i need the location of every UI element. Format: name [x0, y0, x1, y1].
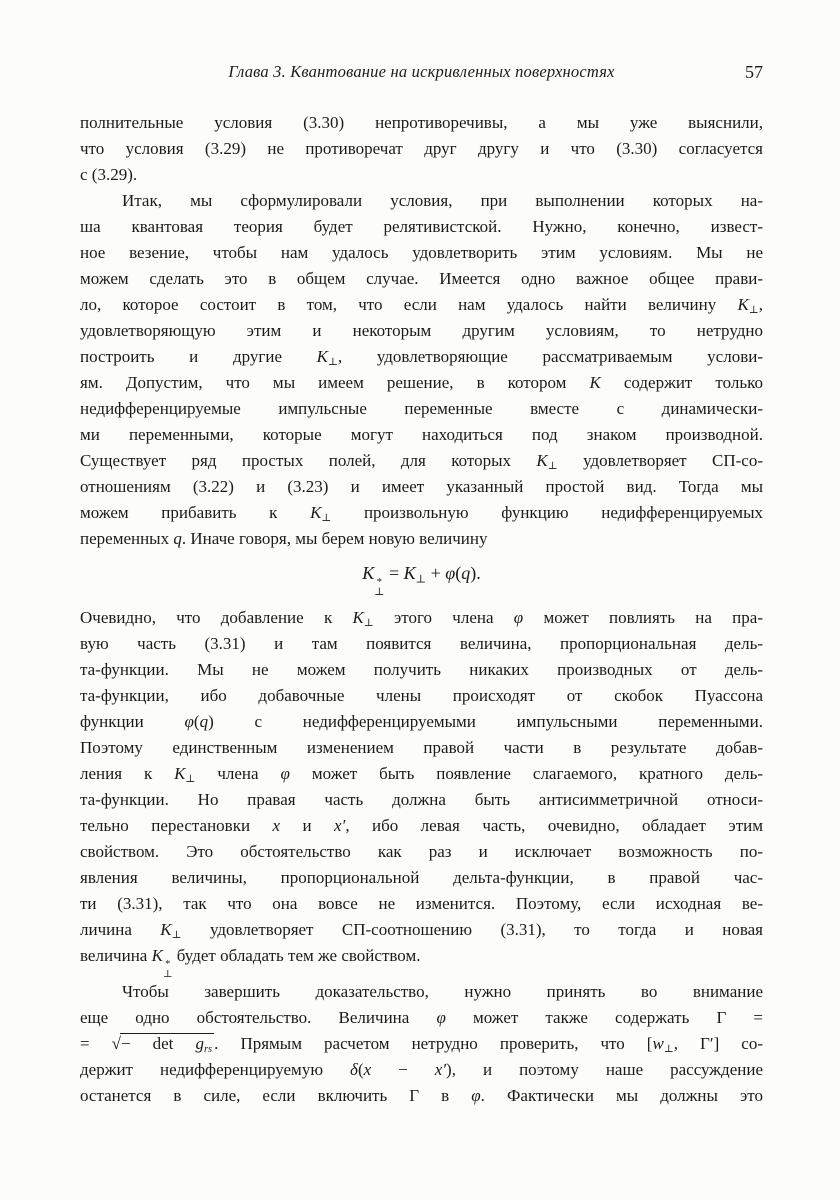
text-line: можем прибавить к $K_\perp$ произвольную функцию недифференцируемых [80, 503, 763, 525]
text-line: ное везение, чтобы нам удалось удовлетворить этим условиям. Мы не [80, 243, 763, 262]
text-line: еще одно обстоятельство. Величина φ может также содержать Γ = [80, 1008, 763, 1028]
math-variable: q [199, 712, 209, 732]
math-variable: K [174, 764, 186, 784]
text-line: отношениям (3.22) и (3.23) и имеет указанный простой вид. Тогда мы [80, 477, 763, 496]
text-line: недифференцируемые импульсные переменные вместе с динамически- [80, 399, 763, 418]
text-line: держит недифференцируемую δ(x − x′), и поэтому наше рассуждение [80, 1060, 763, 1080]
text-line: Существует ряд простых полей, для которых $K_\perp$ удовлетворяет СП-со- [80, 451, 763, 473]
paragraph [80, 188, 763, 552]
text-line: с (3.29). [80, 165, 138, 184]
text-body [80, 110, 763, 1109]
text-line: тельно перестановки x и x′, ибо левая часть, очевидно, обладает этим [80, 816, 763, 836]
math-variable: δ [350, 1060, 358, 1080]
subscript: ⊥ [415, 573, 427, 586]
stacked-sup-sub: * ⊥ [374, 575, 385, 599]
text-line: построить и другие $K_\perp$, удовлетворяющие рассматриваемым услови- [80, 347, 763, 369]
subscript: ⊥ [363, 618, 374, 630]
paragraph [80, 605, 763, 979]
math-variable: φ [184, 712, 194, 732]
text-line: ти (3.31), так что она вовсе не изменится. Поэтому, если исходная ве- [80, 894, 763, 914]
math-variable: K [316, 347, 329, 366]
math-variable: g [195, 1034, 204, 1054]
subscript: rs [203, 1044, 213, 1056]
math-variable: x′ [334, 816, 346, 836]
math-variable: x [272, 816, 281, 836]
page-header [80, 62, 763, 86]
text-line: ям. Допустим, что мы имеем решение, в котором K содержит только [80, 373, 764, 392]
math-variable: x [363, 1060, 372, 1080]
running-head-chapter-title: Глава 3. Квантование на искривленных поверхностях [228, 62, 615, 81]
math-variable: K [310, 503, 322, 522]
math-variable: K [536, 451, 548, 470]
paragraph [80, 979, 763, 1109]
math-variable: φ [280, 764, 290, 784]
text-line: Чтобы завершить доказательство, нужно принять во внимание [122, 982, 763, 1002]
text-line: останется в силе, если включить Γ в φ. Фактически мы должны это [80, 1086, 763, 1106]
display-formula: K * ⊥ = $K_\perp + \varphi(q)$. [362, 563, 481, 599]
text-line: функции φ(q) с недифференцируемыми импульсными переменными. [80, 712, 763, 732]
subscript: ⊥ [547, 461, 558, 473]
math-variable: q [173, 529, 182, 548]
math-variable: K [737, 295, 749, 314]
math-variable: K [151, 946, 163, 966]
text-line: можем сделать это в общем случае. Имеется одно важное общее прави- [80, 269, 763, 288]
math-variable: φ [436, 1008, 446, 1028]
text-line: Итак, мы сформулировали условия, при выполнении которых на- [122, 191, 763, 210]
square-root: √− $\det g_{rs}$ [111, 1034, 213, 1056]
text-line: ми переменными, которые могут находиться под знаком производной. [80, 425, 763, 444]
text-line: ления к $K_\perp$ члена φ может быть появление слагаемого, кратного дель- [80, 764, 763, 786]
stacked-sup-sub: * ⊥ [162, 959, 173, 980]
page-number: 57 [745, 62, 763, 82]
text-line: = √− $\det g_{rs}$ . Прямым расчетом нетрудно проверить, что [$w_\perp$, Γ′] со- [80, 1034, 763, 1056]
math-variable: φ [471, 1086, 481, 1106]
math-variable: φ [445, 563, 456, 583]
math-variable: K [589, 373, 601, 392]
paragraph [80, 110, 763, 188]
math-variable: q [461, 563, 471, 583]
text-line: Очевидно, что добавление к $K_\perp$ этого члена φ может повлиять на пра- [80, 608, 763, 630]
subscript: ⊥ [663, 1044, 674, 1056]
text-line: удовлетворяющую этим и некоторым другим условиям, то нетрудно [80, 321, 763, 340]
math-variable: x′ [434, 1060, 447, 1080]
radical-sign: √ [111, 1034, 121, 1054]
math-variable: K [403, 563, 416, 583]
text-line: вую часть (3.31) и там появится величина, пропорциональная дель- [80, 634, 763, 654]
subscript: ⊥ [171, 930, 182, 942]
text-line: полнительные условия (3.30) непротиворечивы, а мы уже выяснили, [80, 113, 763, 132]
subscript: ⊥ [328, 357, 338, 369]
text-line: личина $K_\perp$ удовлетворяет СП-соотношению (3.31), то тогда и новая [80, 920, 763, 942]
text-line: явления величины, пропорциональной дельта-функции, в правой час- [80, 868, 763, 888]
subscript: ⊥ [748, 305, 759, 317]
math-variable: w [652, 1034, 664, 1054]
text-line: ло, которое состоит в том, что если нам удалось найти величину $K_\perp$, [80, 295, 763, 317]
text-line: та-функции. Но правая часть должна быть антисимметричной относи- [80, 790, 763, 810]
text-line: та-функции. Мы не можем получить никаких производных от дель- [80, 660, 763, 680]
math-variable: K [160, 920, 172, 940]
text-line: та-функции, ибо добавочные члены происходят от скобок Пуассона [80, 686, 763, 706]
subscript: ⊥ [185, 774, 196, 786]
text-line: величина K * ⊥ будет обладать тем же свойством. [80, 946, 421, 980]
text-line: что условия (3.29) не противоречат друг другу и что (3.30) согласуется [80, 139, 763, 158]
math-variable: φ [513, 608, 524, 628]
text-line: переменных q. Иначе говоря, мы берем новую величину [80, 529, 488, 548]
text-line: ша квантовая теория будет релятивистской. Нужно, конечно, извест- [80, 217, 763, 236]
text-line: Поэтому единственным изменением правой части в результате добав- [80, 738, 763, 758]
text-line: свойством. Это обстоятельство как раз и исключает возможность по- [80, 842, 763, 862]
subscript: ⊥ [321, 513, 332, 525]
math-variable: K [362, 563, 375, 583]
math-variable: K [352, 608, 364, 628]
